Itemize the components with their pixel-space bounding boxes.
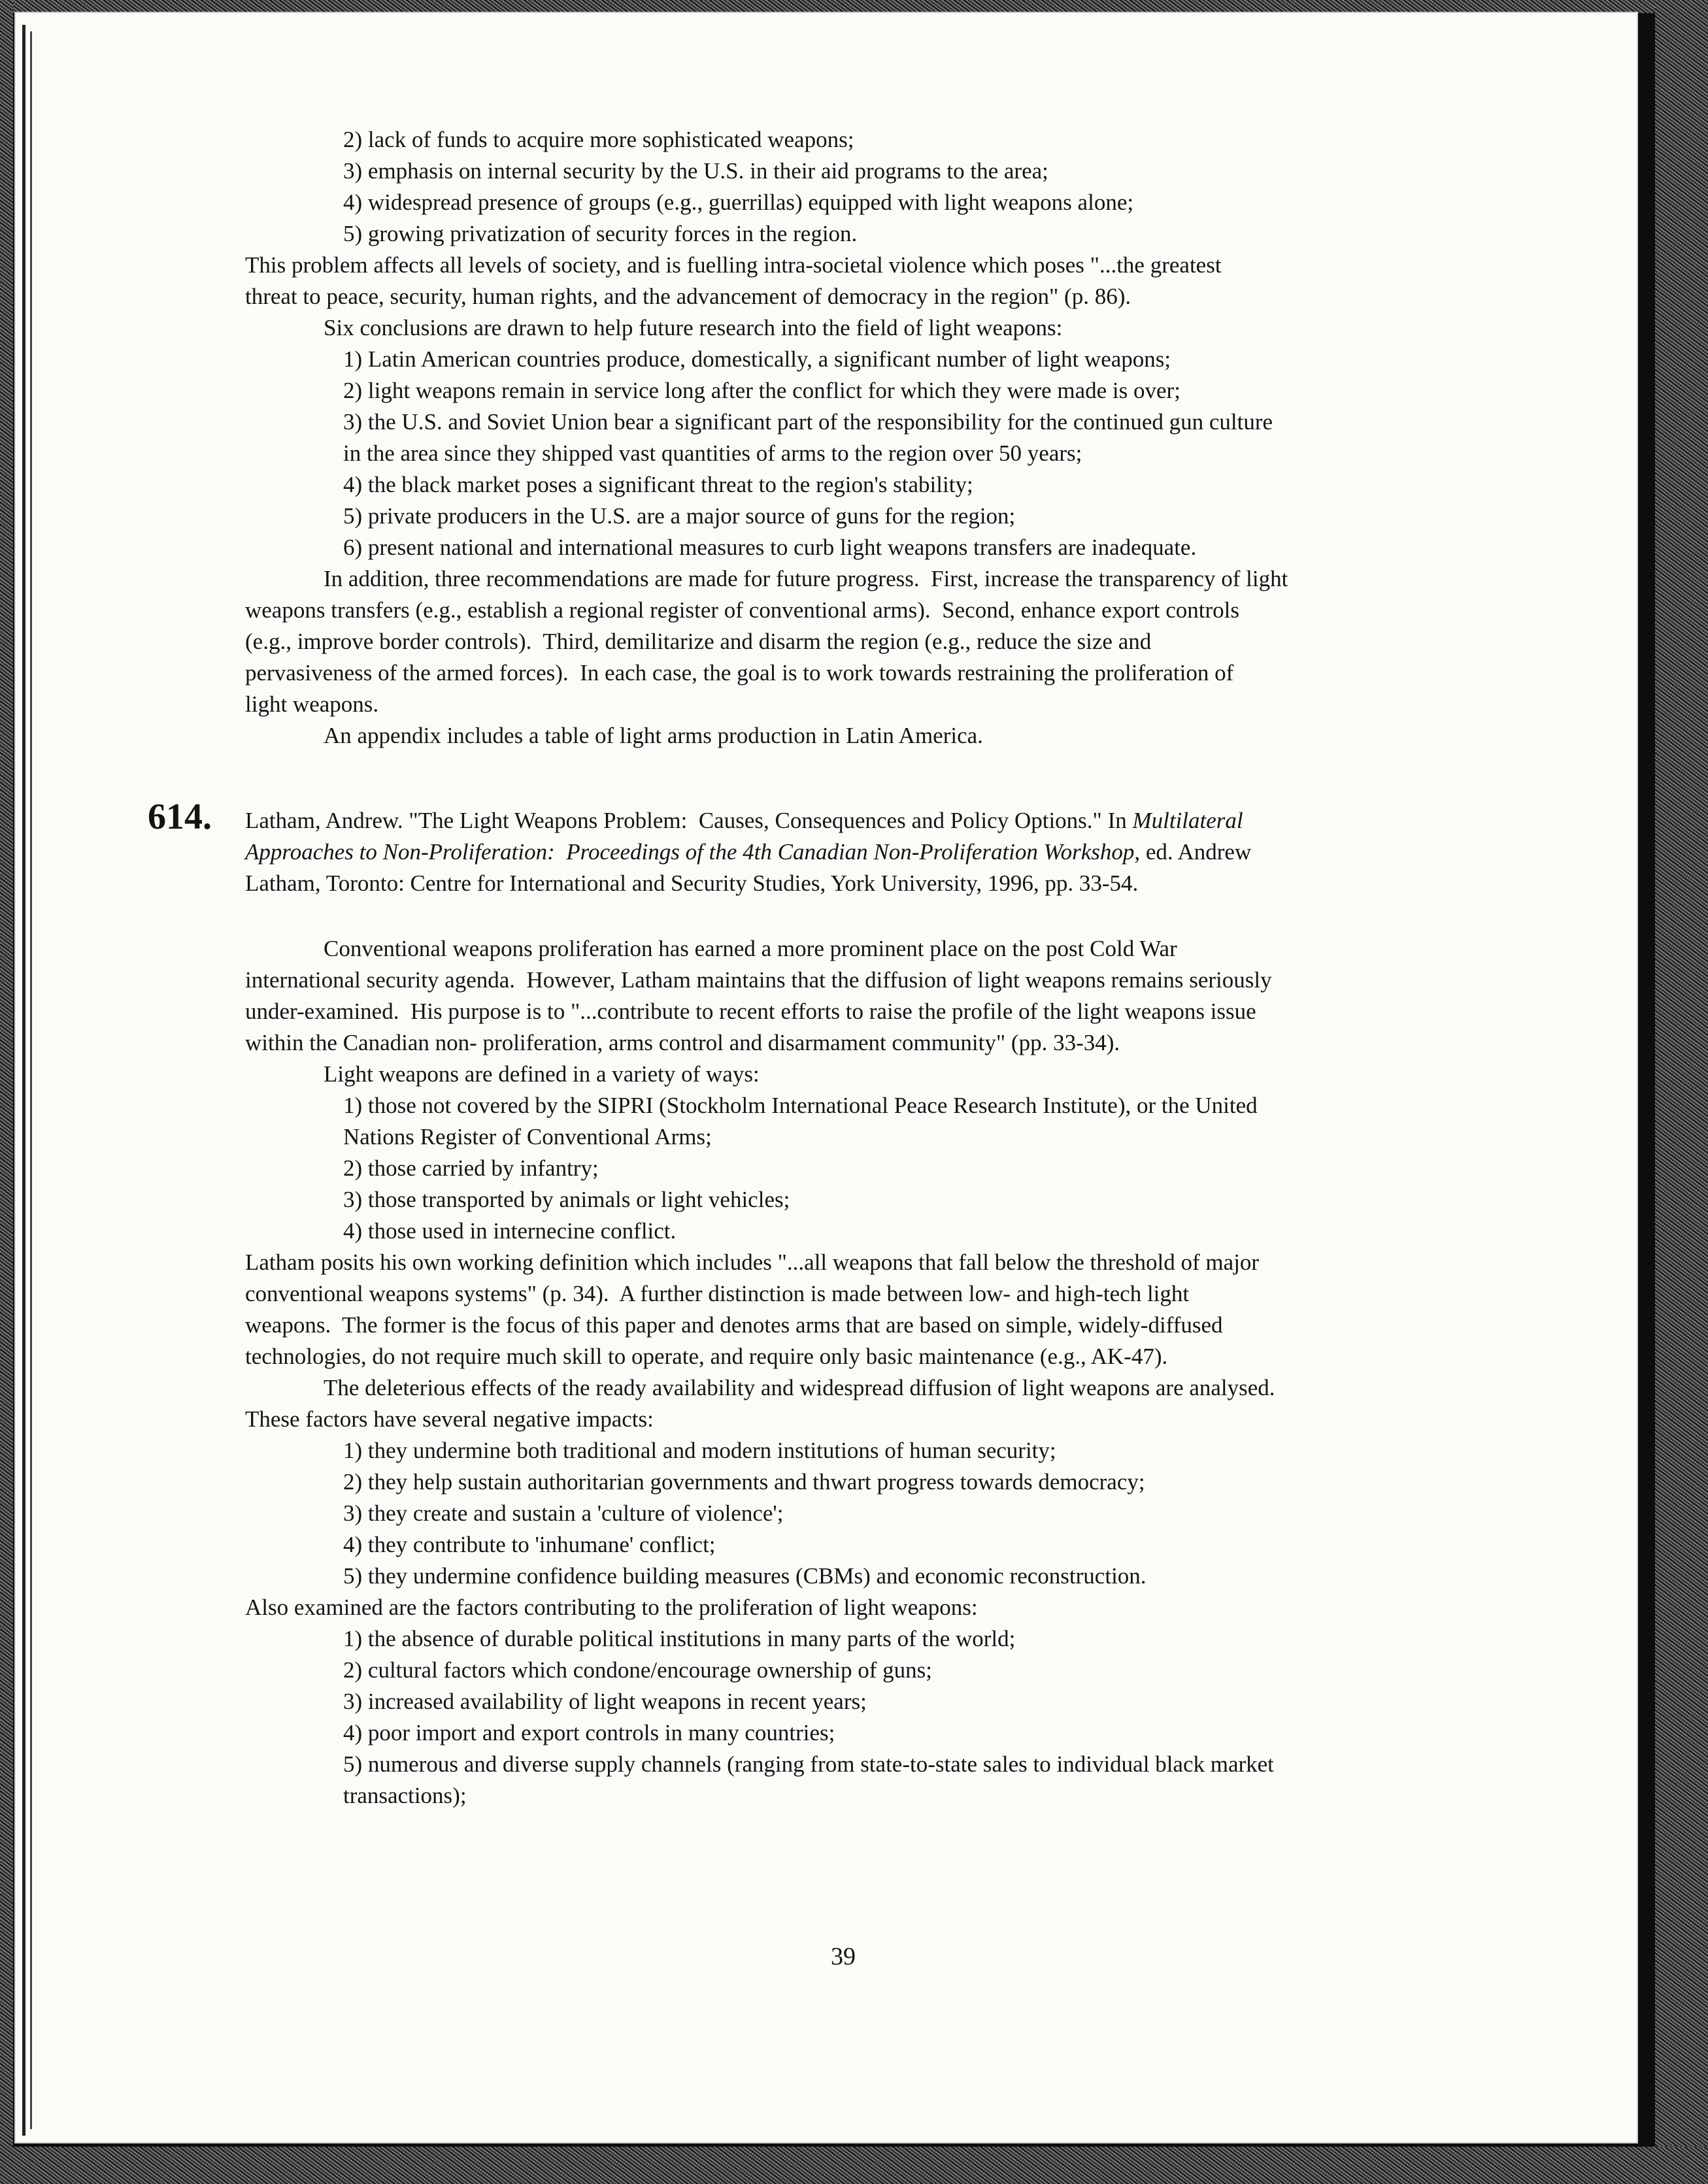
list-item: in the area since they shipped vast quantities of arms to the region over 50 years; [343, 440, 1082, 466]
citation-line [245, 805, 1546, 836]
paragraph-line: This problem affects all levels of society, and is fuelling intra-societal violence which poses "...the greatest [245, 252, 1222, 278]
list-item: 2) they help sustain authoritarian governments and thwart progress towards democracy; [343, 1469, 1145, 1495]
conclusions-intro: Six conclusions are drawn to help future research into the field of light weapons: [324, 315, 1063, 340]
paragraph-line: light weapons. [245, 691, 379, 717]
list-item: 3) emphasis on internal security by the U.S. in their aid programs to the area; [343, 158, 1048, 184]
list-item: transactions); [343, 1783, 467, 1808]
citation-text: Latham, Andrew. "The Light Weapons Problem: Causes, Consequences and Policy Options." In [245, 808, 1133, 833]
binding-rule [22, 25, 25, 2136]
paragraph-line: pervasiveness of the armed forces). In each case, the goal is to work towards restraining the proliferation of [245, 660, 1234, 686]
paragraph-line: international security agenda. However, Latham maintains that the diffusion of light weapons remains seriously [245, 967, 1272, 993]
paragraph-line: Conventional weapons proliferation has earned a more prominent place on the post Cold War [324, 936, 1177, 961]
list-item: 5) they undermine confidence building measures (CBMs) and economic reconstruction. [343, 1563, 1147, 1589]
factors-intro: Also examined are the factors contributing to the proliferation of light weapons: [245, 1595, 978, 1620]
scan-border-top [0, 0, 1708, 13]
list-item: 4) those used in internecine conflict. [343, 1218, 677, 1244]
citation-line: Latham, Toronto: Centre for International and Security Studies, York University, 1996, pp. 33-54. [245, 870, 1139, 896]
paragraph-line: (e.g., improve border controls). Third, demilitarize and disarm the region (e.g., reduce the size and [245, 629, 1152, 654]
binding-rule-inner [30, 31, 32, 2129]
citation-line [245, 836, 1546, 868]
appendix-note: An appendix includes a table of light arms production in Latin America. [324, 723, 983, 748]
list-item: 1) they undermine both traditional and modern institutions of human security; [343, 1438, 1056, 1463]
paragraph-line: under-examined. His purpose is to "...contribute to recent efforts to raise the profile of the light weapons issue [245, 999, 1256, 1024]
list-item: 1) Latin American countries produce, domestically, a significant number of light weapons; [343, 346, 1171, 372]
paragraph-line: threat to peace, security, human rights, and the advancement of democracy in the region" (p. 86). [245, 284, 1131, 309]
page-number: 39 [831, 1943, 856, 1970]
list-item: 3) increased availability of light weapons in recent years; [343, 1689, 867, 1714]
paragraph-line: The deleterious effects of the ready availability and widespread diffusion of light weapons are analysed. [324, 1375, 1275, 1400]
list-item: 1) the absence of durable political institutions in many parts of the world; [343, 1626, 1016, 1651]
entry-number: 614. [148, 797, 212, 837]
list-item: 6) present national and international measures to curb light weapons transfers are inadequate. [343, 535, 1197, 560]
list-item: 2) light weapons remain in service long after the conflict for which they were made is over; [343, 378, 1181, 403]
list-item: 4) they contribute to 'inhumane' conflict; [343, 1532, 716, 1557]
list-item: Nations Register of Conventional Arms; [343, 1124, 712, 1150]
scan-border-right [1655, 0, 1708, 2184]
list-item: 3) they create and sustain a 'culture of violence'; [343, 1500, 784, 1526]
paragraph-line: These factors have several negative impacts: [245, 1406, 654, 1432]
paragraph-line: within the Canadian non- proliferation, arms control and disarmament community" (pp. 33-34). [245, 1030, 1120, 1055]
paragraph-line: Latham posits his own working definition which includes "...all weapons that fall below the threshold of major [245, 1249, 1260, 1275]
continued-summary [245, 124, 1546, 752]
list-item: 3) the U.S. and Soviet Union bear a significant part of the responsibility for the continued gun culture [343, 409, 1273, 435]
defined-intro: Light weapons are defined in a variety of ways: [324, 1061, 760, 1087]
paragraph-line: technologies, do not require much skill to operate, and require only basic maintenance (e.g., AK-47). [245, 1344, 1168, 1369]
citation-title: Approaches to Non-Proliferation: Proceedings of the 4th Canadian Non-Proliferation Workshop [245, 839, 1135, 865]
citation-title: Multilateral [1132, 808, 1243, 833]
list-item: 4) the black market poses a significant threat to the region's stability; [343, 472, 973, 497]
list-item: 3) those transported by animals or light vehicles; [343, 1187, 790, 1212]
list-item: 2) those carried by infantry; [343, 1155, 599, 1181]
paragraph-line: weapons. The former is the focus of this paper and denotes arms that are based on simple, widely-diffused [245, 1312, 1223, 1338]
list-item: 5) numerous and diverse supply channels (ranging from state-to-state sales to individual black market [343, 1751, 1274, 1777]
list-item: 1) those not covered by the SIPRI (Stockholm International Peace Research Institute), or the United [343, 1093, 1258, 1118]
list-item: 2) cultural factors which condone/encourage ownership of guns; [343, 1657, 932, 1683]
paragraph-line: In addition, three recommendations are made for future progress. First, increase the transparency of light [324, 566, 1288, 591]
scan-border-left [0, 0, 13, 2184]
list-item: 2) lack of funds to acquire more sophisticated weapons; [343, 127, 854, 152]
entry-citation [245, 805, 1546, 1812]
list-item: 4) poor import and export controls in many countries; [343, 1720, 835, 1746]
paragraph-line: weapons transfers (e.g., establish a regional register of conventional arms). Second, enhance export controls [245, 597, 1240, 623]
list-item: 5) private producers in the U.S. are a major source of guns for the region; [343, 503, 1016, 529]
paragraph-line: conventional weapons systems" (p. 34). A further distinction is made between low- and high-tech light [245, 1281, 1190, 1306]
citation-text: , ed. Andrew [1134, 839, 1252, 865]
list-item: 4) widespread presence of groups (e.g., guerrillas) equipped with light weapons alone; [343, 190, 1134, 215]
list-item: 5) growing privatization of security forces in the region. [343, 221, 858, 246]
scan-border-bottom [0, 2147, 1708, 2184]
